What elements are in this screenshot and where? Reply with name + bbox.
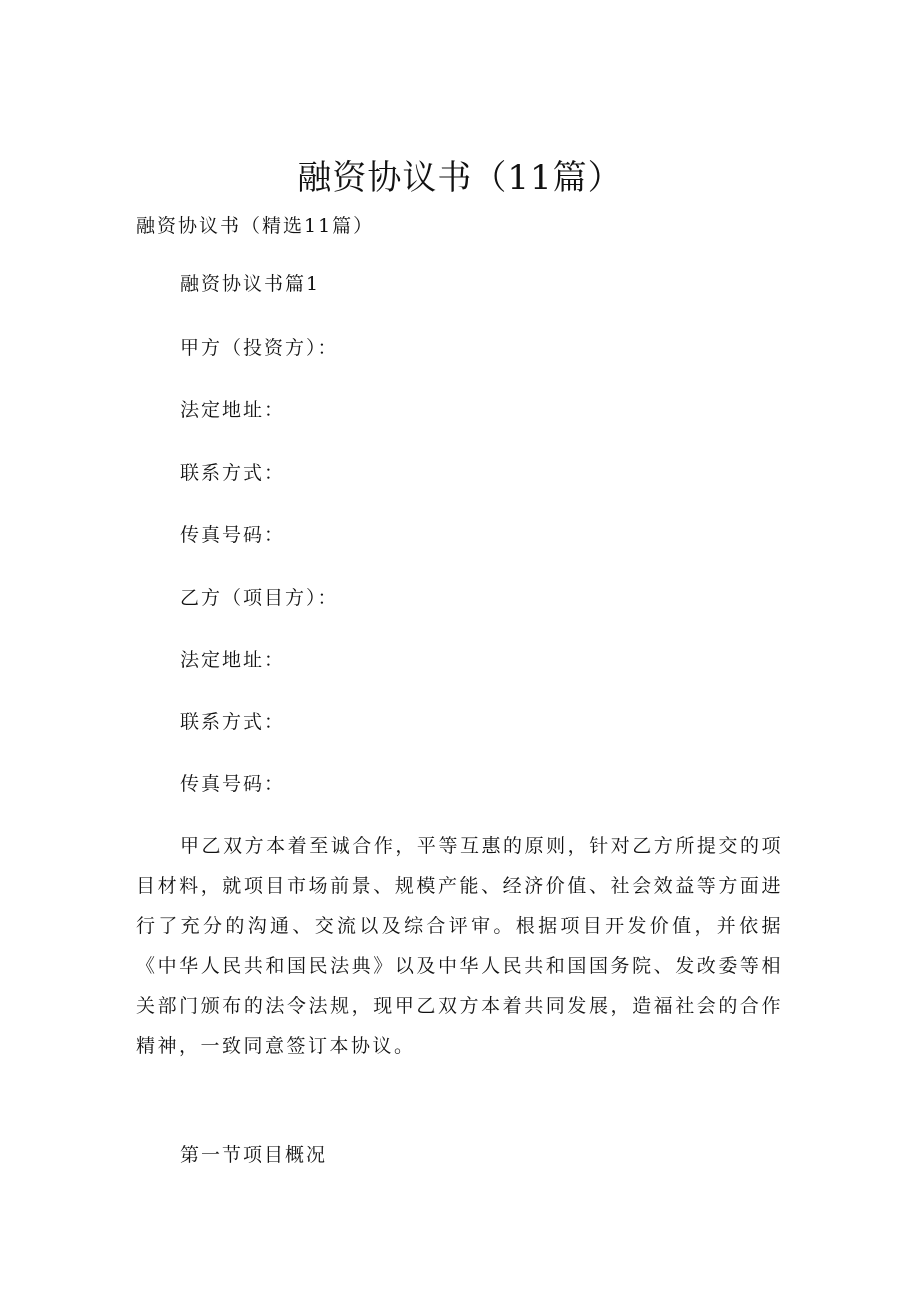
party-a-contact: 联系方式：: [180, 462, 286, 484]
party-b-label: 乙方（项目方）：: [180, 587, 339, 609]
party-a-fax: 传真号码：: [180, 524, 286, 546]
document-subtitle: 融资协议书（精选11篇）: [136, 215, 375, 237]
party-a-address: 法定地址：: [180, 399, 286, 421]
section-title: 融资协议书篇1: [180, 273, 321, 295]
party-b-address: 法定地址：: [180, 649, 286, 671]
party-b-contact: 联系方式：: [180, 711, 286, 733]
section-heading: 第一节项目概况: [180, 1144, 328, 1166]
intro-paragraph: 甲乙双方本着至诚合作，平等互惠的原则，针对乙方所提交的项目材料，就项目市场前景、规模产能、经济价值、社会效益等方面进行了充分的沟通、交流以及综合评审。根据项目开发价值，并依据《中华人民共和国民法典》以及中华人民共和国国务院、发改委等相关部门颁布的法令法规，现甲乙双方本着共同发展，造福社会的合作精神，一致同意签订本协议。: [136, 835, 783, 1057]
party-a-label: 甲方（投资方）：: [180, 337, 339, 359]
document-title: 融资协议书（11篇）: [297, 158, 623, 198]
party-b-fax: 传真号码：: [180, 773, 286, 795]
